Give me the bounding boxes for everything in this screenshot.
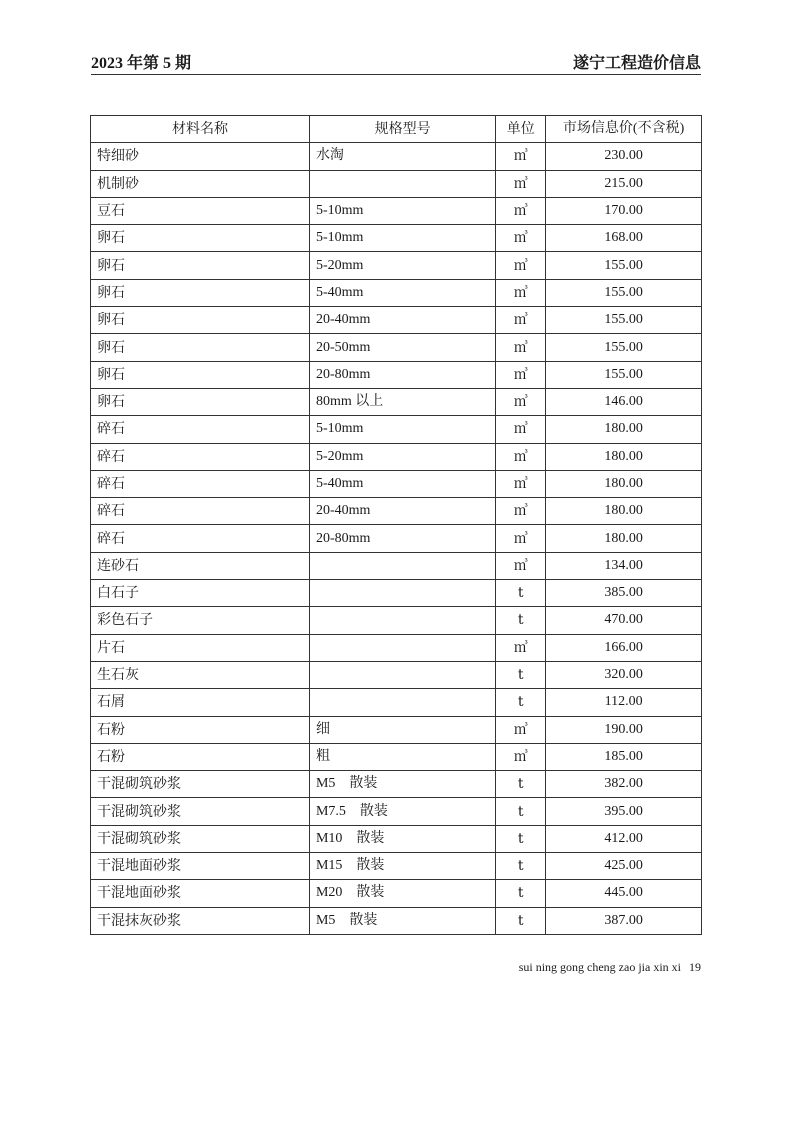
- publication-title: 遂宁工程造价信息: [572, 53, 701, 72]
- cell-spec: M15 散装: [309, 853, 495, 880]
- footer-pinyin: sui ning gong cheng zao jia xin xi: [518, 960, 681, 974]
- cell-unit: ㎥: [496, 197, 546, 224]
- cell-unit: ㎥: [496, 525, 546, 552]
- table-row: [91, 771, 702, 798]
- cell-spec: 5-40mm: [309, 470, 495, 497]
- cell-spec: [309, 634, 495, 661]
- cell-price: 385.00: [546, 580, 702, 607]
- cell-price: 230.00: [546, 143, 702, 170]
- cell-name: 卵石: [91, 307, 310, 334]
- cell-name: 特细砂: [91, 143, 310, 170]
- cell-name: 干混抹灰砂浆: [91, 907, 310, 934]
- cell-price: 155.00: [546, 252, 702, 279]
- table-row: [91, 498, 702, 525]
- cell-price: 170.00: [546, 197, 702, 224]
- table-row: [91, 607, 702, 634]
- table-row: [91, 197, 702, 224]
- cell-spec: 5-20mm: [309, 252, 495, 279]
- cell-name: 干混砌筑砂浆: [91, 825, 310, 852]
- cell-unit: ㎥: [496, 334, 546, 361]
- cell-unit: t: [496, 853, 546, 880]
- table-row: [91, 525, 702, 552]
- cell-price: 134.00: [546, 552, 702, 579]
- cell-price: 382.00: [546, 771, 702, 798]
- cell-price: 155.00: [546, 334, 702, 361]
- cell-name: 生石灰: [91, 661, 310, 688]
- cell-spec: 20-50mm: [309, 334, 495, 361]
- cell-name: 豆石: [91, 197, 310, 224]
- cell-price: 425.00: [546, 853, 702, 880]
- cell-name: 干混砌筑砂浆: [91, 771, 310, 798]
- cell-unit: ㎥: [496, 170, 546, 197]
- cell-name: 干混地面砂浆: [91, 880, 310, 907]
- cell-unit: ㎥: [496, 552, 546, 579]
- cell-name: 卵石: [91, 361, 310, 388]
- cell-price: 445.00: [546, 880, 702, 907]
- cell-price: 180.00: [546, 416, 702, 443]
- cell-unit: ㎥: [496, 388, 546, 415]
- cell-name: 卵石: [91, 225, 310, 252]
- table-row: [91, 580, 702, 607]
- cell-unit: t: [496, 689, 546, 716]
- cell-spec: [309, 552, 495, 579]
- table-row: [91, 798, 702, 825]
- table-row: [91, 552, 702, 579]
- cell-unit: ㎥: [496, 225, 546, 252]
- cell-spec: 20-40mm: [309, 307, 495, 334]
- cell-spec: 80mm 以上: [309, 388, 495, 415]
- cell-spec: 5-10mm: [309, 225, 495, 252]
- table-row: [91, 716, 702, 743]
- page-header: [91, 48, 701, 75]
- cell-name: 白石子: [91, 580, 310, 607]
- cell-price: 320.00: [546, 661, 702, 688]
- cell-spec: [309, 607, 495, 634]
- price-table: [90, 115, 702, 935]
- issue-label: 2023 年第 5 期: [91, 55, 192, 72]
- cell-spec: M7.5 散装: [309, 798, 495, 825]
- cell-spec: 细: [309, 716, 495, 743]
- table-row: [91, 225, 702, 252]
- cell-spec: 粗: [309, 743, 495, 770]
- cell-price: 155.00: [546, 361, 702, 388]
- cell-unit: t: [496, 880, 546, 907]
- cell-price: 190.00: [546, 716, 702, 743]
- cell-unit: t: [496, 771, 546, 798]
- cell-name: 彩色石子: [91, 607, 310, 634]
- table-row: [91, 689, 702, 716]
- cell-spec: 5-10mm: [309, 197, 495, 224]
- cell-name: 碎石: [91, 443, 310, 470]
- column-header-spec: 规格型号: [309, 116, 495, 143]
- cell-unit: ㎥: [496, 470, 546, 497]
- cell-spec: [309, 170, 495, 197]
- cell-unit: ㎥: [496, 498, 546, 525]
- cell-name: 机制砂: [91, 170, 310, 197]
- table-row: [91, 361, 702, 388]
- cell-name: 片石: [91, 634, 310, 661]
- cell-name: 卵石: [91, 334, 310, 361]
- cell-name: 卵石: [91, 388, 310, 415]
- cell-spec: [309, 661, 495, 688]
- cell-spec: M10 散装: [309, 825, 495, 852]
- cell-name: 碎石: [91, 498, 310, 525]
- cell-name: 碎石: [91, 470, 310, 497]
- cell-unit: ㎥: [496, 716, 546, 743]
- table-row: [91, 279, 702, 306]
- cell-name: 连砂石: [91, 552, 310, 579]
- cell-unit: ㎥: [496, 252, 546, 279]
- table-row: [91, 334, 702, 361]
- table-row: [91, 743, 702, 770]
- cell-unit: ㎥: [496, 307, 546, 334]
- table-body: [91, 143, 702, 935]
- cell-name: 碎石: [91, 416, 310, 443]
- cell-spec: [309, 580, 495, 607]
- page-number: 19: [689, 960, 701, 974]
- cell-price: 146.00: [546, 388, 702, 415]
- table-row: [91, 907, 702, 934]
- cell-spec: [309, 689, 495, 716]
- cell-name: 石粉: [91, 716, 310, 743]
- cell-unit: ㎥: [496, 443, 546, 470]
- cell-unit: t: [496, 798, 546, 825]
- table-row: [91, 307, 702, 334]
- cell-name: 干混地面砂浆: [91, 853, 310, 880]
- cell-spec: 水淘: [309, 143, 495, 170]
- table-row: [91, 853, 702, 880]
- cell-price: 180.00: [546, 525, 702, 552]
- cell-price: 395.00: [546, 798, 702, 825]
- table-row: [91, 170, 702, 197]
- cell-name: 碎石: [91, 525, 310, 552]
- cell-unit: ㎥: [496, 361, 546, 388]
- cell-price: 166.00: [546, 634, 702, 661]
- cell-price: 412.00: [546, 825, 702, 852]
- cell-spec: M5 散装: [309, 771, 495, 798]
- cell-spec: M5 散装: [309, 907, 495, 934]
- table-row: [91, 416, 702, 443]
- table-row: [91, 634, 702, 661]
- cell-price: 112.00: [546, 689, 702, 716]
- cell-price: 180.00: [546, 443, 702, 470]
- cell-unit: ㎥: [496, 143, 546, 170]
- column-header-unit: 单位: [496, 116, 546, 143]
- cell-unit: ㎥: [496, 634, 546, 661]
- column-header-name: 材料名称: [91, 116, 310, 143]
- cell-spec: 5-40mm: [309, 279, 495, 306]
- cell-name: 石屑: [91, 689, 310, 716]
- cell-spec: 20-80mm: [309, 361, 495, 388]
- cell-unit: t: [496, 907, 546, 934]
- cell-price: 470.00: [546, 607, 702, 634]
- table-header-row: [91, 116, 702, 143]
- table-row: [91, 825, 702, 852]
- table-row: [91, 470, 702, 497]
- cell-price: 387.00: [546, 907, 702, 934]
- cell-unit: t: [496, 825, 546, 852]
- cell-price: 155.00: [546, 307, 702, 334]
- cell-price: 215.00: [546, 170, 702, 197]
- cell-price: 180.00: [546, 498, 702, 525]
- column-header-price: 市场信息价(不含税): [546, 116, 702, 143]
- cell-name: 石粉: [91, 743, 310, 770]
- table-row: [91, 661, 702, 688]
- cell-price: 185.00: [546, 743, 702, 770]
- table-row: [91, 388, 702, 415]
- cell-price: 168.00: [546, 225, 702, 252]
- cell-spec: 20-80mm: [309, 525, 495, 552]
- table-row: [91, 143, 702, 170]
- cell-unit: t: [496, 607, 546, 634]
- cell-name: 干混砌筑砂浆: [91, 798, 310, 825]
- cell-unit: t: [496, 661, 546, 688]
- cell-spec: 5-20mm: [309, 443, 495, 470]
- cell-spec: 20-40mm: [309, 498, 495, 525]
- cell-unit: ㎥: [496, 279, 546, 306]
- cell-unit: ㎥: [496, 416, 546, 443]
- cell-price: 180.00: [546, 470, 702, 497]
- cell-unit: ㎥: [496, 743, 546, 770]
- cell-price: 155.00: [546, 279, 702, 306]
- table-row: [91, 252, 702, 279]
- cell-spec: 5-10mm: [309, 416, 495, 443]
- page-footer: [519, 960, 701, 975]
- table-row: [91, 880, 702, 907]
- cell-spec: M20 散装: [309, 880, 495, 907]
- cell-name: 卵石: [91, 252, 310, 279]
- cell-name: 卵石: [91, 279, 310, 306]
- table-row: [91, 443, 702, 470]
- cell-unit: t: [496, 580, 546, 607]
